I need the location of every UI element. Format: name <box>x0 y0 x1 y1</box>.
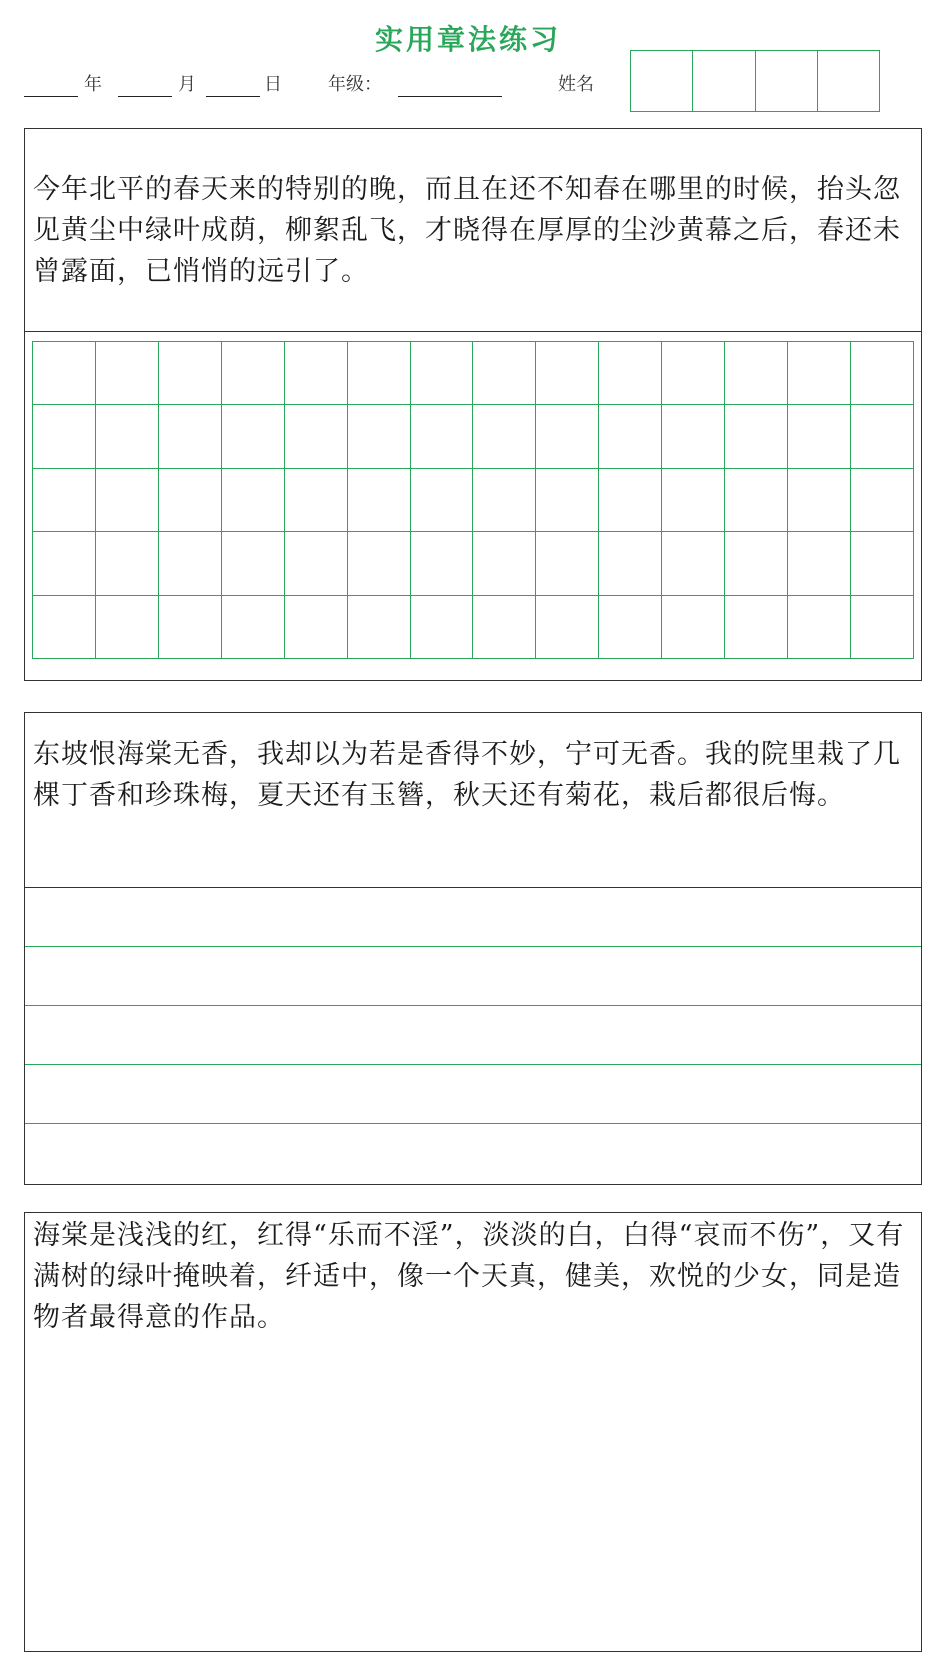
exercise-section-3[interactable] <box>24 1212 922 1652</box>
grid-cell[interactable] <box>285 596 348 659</box>
day-blank[interactable] <box>206 96 260 97</box>
grid-cell[interactable] <box>788 532 851 595</box>
grid-cell[interactable] <box>473 342 536 405</box>
grid-cell[interactable] <box>348 469 411 532</box>
grid-cell[interactable] <box>788 342 851 405</box>
exercise-section-1 <box>24 128 922 681</box>
grid-cell[interactable] <box>725 405 788 468</box>
grid-cell[interactable] <box>662 469 725 532</box>
grid-cell[interactable] <box>222 532 285 595</box>
grade-blank[interactable] <box>398 96 502 97</box>
grid-cell[interactable] <box>536 532 599 595</box>
grid-cell[interactable] <box>851 469 914 532</box>
grid-cell[interactable] <box>348 532 411 595</box>
grid-cell[interactable] <box>411 342 474 405</box>
name-box[interactable] <box>631 51 693 111</box>
grid-cell[interactable] <box>96 342 159 405</box>
passage-text-2: 东坡恨海棠无香，我却以为若是香得不妙，宁可无香。我的院里栽了几棵丁香和珍珠梅，夏天还有玉簪，秋天还有菊花，栽后都很后悔。 <box>25 713 921 888</box>
page-title: 实用章法练习 <box>374 23 561 56</box>
grid-cell[interactable] <box>96 596 159 659</box>
grid-cell[interactable] <box>285 342 348 405</box>
grid-cell[interactable] <box>599 596 662 659</box>
grid-cell[interactable] <box>725 469 788 532</box>
grid-cell[interactable] <box>222 405 285 468</box>
grid-cell[interactable] <box>788 405 851 468</box>
ruled-lines[interactable] <box>25 888 921 1183</box>
name-box[interactable] <box>818 51 879 111</box>
grid-cell[interactable] <box>725 532 788 595</box>
grid-cell[interactable] <box>725 596 788 659</box>
grid-cell[interactable] <box>348 405 411 468</box>
grid-cell[interactable] <box>788 469 851 532</box>
grid-cell[interactable] <box>348 342 411 405</box>
practice-grid[interactable] <box>32 341 914 659</box>
grid-cell[interactable] <box>473 469 536 532</box>
name-boxes[interactable] <box>630 50 880 112</box>
grid-cell[interactable] <box>536 596 599 659</box>
grid-cell[interactable] <box>473 532 536 595</box>
day-label: 日 <box>264 74 282 95</box>
month-label: 月 <box>178 74 196 95</box>
grid-cell[interactable] <box>285 469 348 532</box>
grid-cell[interactable] <box>159 469 222 532</box>
grid-cell[interactable] <box>159 405 222 468</box>
grid-cell[interactable] <box>222 469 285 532</box>
name-box[interactable] <box>693 51 755 111</box>
grid-cell[interactable] <box>411 405 474 468</box>
grid-cell[interactable] <box>96 532 159 595</box>
year-label: 年 <box>84 74 102 95</box>
month-blank[interactable] <box>118 96 172 97</box>
grid-cell[interactable] <box>725 342 788 405</box>
grid-cell[interactable] <box>222 342 285 405</box>
ruled-line[interactable] <box>25 1124 921 1183</box>
grid-cell[interactable] <box>599 532 662 595</box>
grid-cell[interactable] <box>851 596 914 659</box>
grid-cell[interactable] <box>662 342 725 405</box>
grid-cell[interactable] <box>285 405 348 468</box>
passage-text-3: 海棠是浅浅的红，红得“乐而不淫”，淡淡的白，白得“哀而不伤”，又有满树的绿叶掩映着，纤适中，像一个天真，健美，欢悦的少女，同是造物者最得意的作品。 <box>33 1220 905 1333</box>
grid-cell[interactable] <box>96 405 159 468</box>
grade-label: 年级： <box>328 74 382 95</box>
grid-cell[interactable] <box>851 405 914 468</box>
name-label: 姓名 <box>558 74 594 95</box>
exercise-section-2 <box>24 712 922 1185</box>
grid-cell[interactable] <box>33 596 96 659</box>
ruled-line[interactable] <box>25 1006 921 1065</box>
grid-cell[interactable] <box>348 596 411 659</box>
grid-cell[interactable] <box>851 342 914 405</box>
name-box[interactable] <box>756 51 818 111</box>
grid-cell[interactable] <box>536 469 599 532</box>
grid-cell[interactable] <box>599 405 662 468</box>
ruled-line[interactable] <box>25 888 921 947</box>
grid-cell[interactable] <box>159 596 222 659</box>
grid-cell[interactable] <box>473 405 536 468</box>
ruled-line[interactable] <box>25 947 921 1006</box>
ruled-line[interactable] <box>25 1065 921 1124</box>
grid-cell[interactable] <box>285 532 348 595</box>
grid-cell[interactable] <box>662 596 725 659</box>
grid-cell[interactable] <box>662 405 725 468</box>
grid-cell[interactable] <box>411 532 474 595</box>
grid-cell[interactable] <box>159 532 222 595</box>
grid-cell[interactable] <box>33 405 96 468</box>
grid-cell[interactable] <box>851 532 914 595</box>
year-blank[interactable] <box>24 96 78 97</box>
grid-cell[interactable] <box>411 596 474 659</box>
grid-cell[interactable] <box>599 469 662 532</box>
grid-cell[interactable] <box>662 532 725 595</box>
grid-cell[interactable] <box>536 342 599 405</box>
grid-cell[interactable] <box>159 342 222 405</box>
grid-cell[interactable] <box>411 469 474 532</box>
grid-cell[interactable] <box>33 469 96 532</box>
grid-cell[interactable] <box>599 342 662 405</box>
grid-cell[interactable] <box>222 596 285 659</box>
grid-cell[interactable] <box>96 469 159 532</box>
grid-cell[interactable] <box>33 532 96 595</box>
grid-cell[interactable] <box>536 405 599 468</box>
passage-text-1: 今年北平的春天来的特别的晚，而且在还不知春在哪里的时候，抬头忽见黄尘中绿叶成荫，柳絮乱飞，才晓得在厚厚的尘沙黄幕之后，春还未曾露面，已悄悄的远引了。 <box>25 129 921 332</box>
grid-cell[interactable] <box>473 596 536 659</box>
grid-cell[interactable] <box>788 596 851 659</box>
grid-cell[interactable] <box>33 342 96 405</box>
